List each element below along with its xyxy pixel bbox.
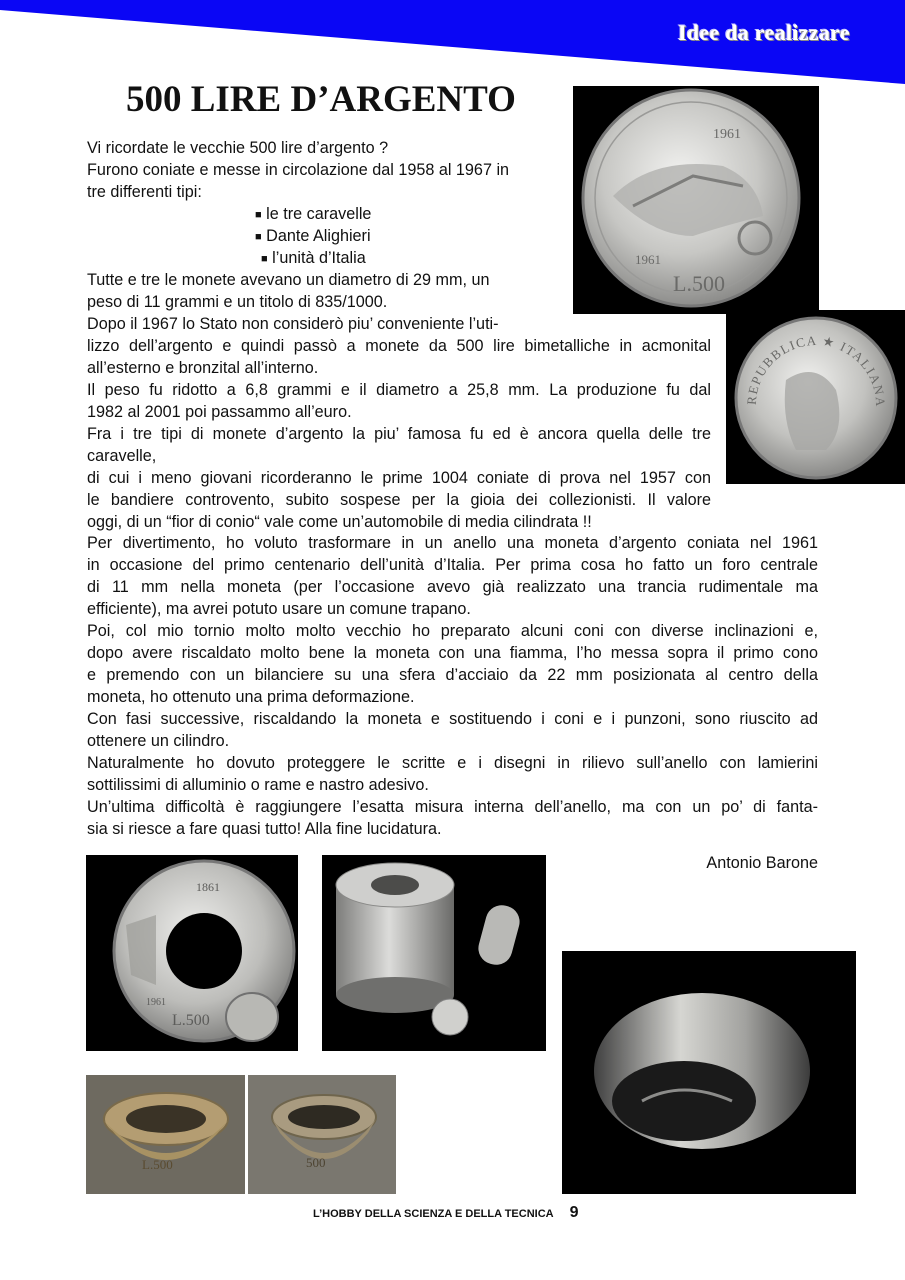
body-line: dopo avere riscaldato molto bene la moneta con una fiamma, l’ho messa sopra il primo cono [87, 644, 818, 662]
type-label: l’unità d’Italia [272, 249, 366, 267]
article-title: 500 LIRE D’ARGENTO [126, 79, 516, 120]
body-line: sottilissimi di alluminio o rame e nastro adesivo. [87, 776, 429, 794]
body-line: Dopo il 1967 lo Stato non considerò piu’ conveniente l’uti- [87, 315, 499, 333]
body-line: di cui i meno giovani ricorderanno le prime 1004 coniate di prova nel 1957 con [87, 469, 711, 487]
page-footer [313, 1204, 579, 1222]
magazine-name: L’HOBBY DELLA SCIENZA E DELLA TECNICA [313, 1208, 554, 1220]
coin-obverse-photo [573, 86, 819, 314]
coin-obverse-year-small: 1961 [635, 252, 661, 267]
intro-line: Furono coniate e messe in circolazione dal 1958 al 1967 in [87, 161, 510, 179]
body-line: Per divertimento, ho voluto trasformare in un anello una moneta d’argento coniata nel 1961 [87, 534, 818, 552]
body-line: caravelle, [87, 447, 157, 465]
cone-left-photo [86, 1075, 245, 1194]
body-line: peso di 11 grammi e un titolo di 835/1000. [87, 293, 388, 311]
page-number: 9 [569, 1204, 579, 1221]
coin-obverse-year: 1961 [713, 127, 741, 142]
drilled-coin-photo [86, 855, 298, 1051]
tools-photo [322, 855, 546, 1051]
coin-reverse-legend: REPUBBLICA ★ ITALIANA [743, 332, 889, 408]
body-line: in occasione del primo centenario dell’unità d’Italia. Per prima cosa ho fatto un foro centrale [87, 556, 818, 574]
body-line: e premendo con un bilanciere su una sfera d’acciaio da 22 mm posizionata al centro della [87, 666, 818, 684]
intro-line: tre differenti tipi: [87, 183, 202, 201]
body-line: Un’ultima difficoltà è raggiungere l’esatta misura interna dell’anello, ma con un po’ di fanta- [87, 798, 818, 816]
body-line: Tutte e tre le monete avevano un diametro di 29 mm, un [87, 271, 490, 289]
body-line: all’esterno e bronzital all’interno. [87, 359, 319, 377]
drilled-coin-year: 1861 [196, 880, 220, 894]
coin-reverse-photo [726, 310, 905, 484]
body-line: moneta, ho ottenuto una prima deformazione. [87, 688, 415, 706]
type-list-item [255, 226, 371, 249]
body-line: le bandiere controvento, subito sospese per la gioia dei collezionisti. Il valore [87, 491, 711, 509]
drilled-coin-value: L.500 [172, 1012, 210, 1029]
bullet-square-icon: ■ [255, 209, 262, 221]
section-label: Idee da realizzare [678, 20, 850, 45]
body-line: Con fasi successive, riscaldando la moneta e sostituendo i coni e i punzoni, sono riuscito ad [87, 710, 818, 728]
type-list-item [261, 248, 366, 271]
type-label: le tre caravelle [266, 205, 372, 223]
type-label: Dante Alighieri [266, 227, 371, 245]
body-line: ottenere un cilindro. [87, 732, 230, 750]
body-line: efficiente), ma avrei potuto usare un comune trapano. [87, 600, 471, 618]
body-line: Poi, col mio tornio molto molto vecchio ho preparato alcuni coni con diverse inclinazioni e, [87, 622, 818, 640]
body-line: Fra i tre tipi di monete d’argento la piu’ famosa fu ed è ancora quella delle tre [87, 425, 711, 443]
coin-obverse-value: L.500 [673, 271, 725, 296]
bullet-square-icon: ■ [261, 253, 268, 265]
body-line: sia si riesce a fare quasi tutto! Alla fine lucidatura. [87, 820, 442, 838]
type-list-item [255, 204, 371, 227]
body-line: lizzo dell’argento e quindi passò a monete da 500 lire bimetalliche in acmonital [87, 337, 711, 355]
drilled-coin-year-small: 1961 [146, 997, 166, 1008]
intro-line: Vi ricordate le vecchie 500 lire d’argento ? [87, 139, 389, 157]
cone-left-mark: L.500 [142, 1157, 173, 1172]
body-line: di 11 mm nella moneta (per l’occasione avevo già realizzato una trancia rudimentale ma [87, 578, 818, 596]
cone-right-photo [248, 1075, 396, 1194]
body-line: Il peso fu ridotto a 6,8 grammi e il diametro a 25,8 mm. La produzione fu dal [87, 381, 711, 399]
author-name: Antonio Barone [706, 854, 818, 872]
body-line: 1982 al 2001 poi passammo all’euro. [87, 403, 352, 421]
body-line: oggi, di un “fior di conio“ vale come un’automobile di media cilindrata !! [87, 513, 592, 531]
bullet-square-icon: ■ [255, 231, 262, 243]
body-line: Naturalmente ho dovuto proteggere le scritte e i disegni in rilievo sull’anello con lamierini [87, 754, 818, 772]
ring-photo [562, 951, 856, 1194]
cone-right-mark: 500 [306, 1155, 326, 1170]
